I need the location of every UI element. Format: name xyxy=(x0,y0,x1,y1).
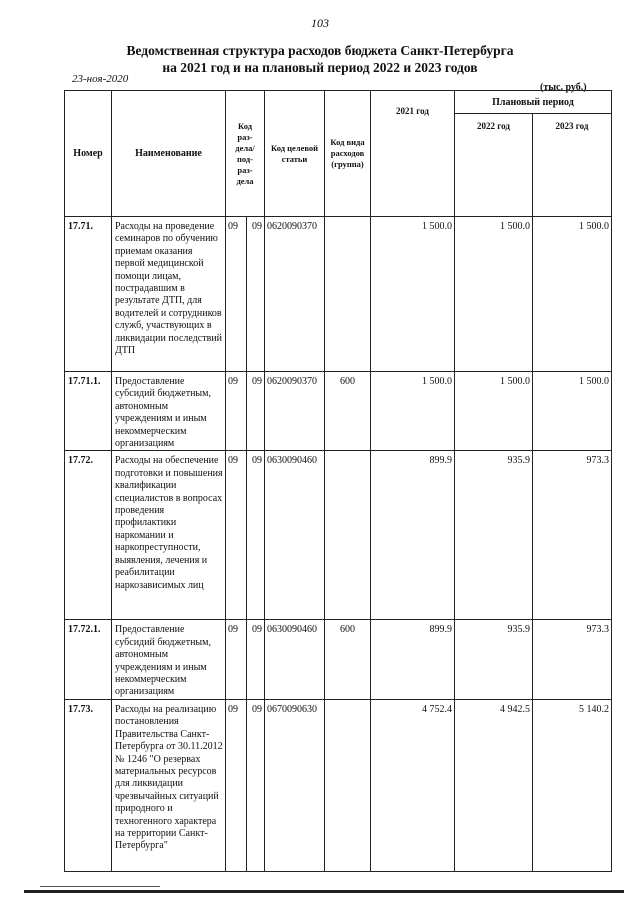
row-number: 17.71. xyxy=(65,217,112,372)
header-section-code-text: Код раз- дела/ под- раз- дела xyxy=(235,120,255,186)
row-subsection: 09 xyxy=(247,699,265,871)
row-section: 09 xyxy=(226,451,247,620)
row-name: Предоставление субсидий бюджетным, автономным учреждениям и иным некоммерческим организациям xyxy=(112,372,226,451)
header-name: Наименование xyxy=(112,91,226,217)
row-number: 17.73. xyxy=(65,699,112,871)
header-2022: 2022 год xyxy=(455,114,533,217)
row-expense-type: 600 xyxy=(325,620,371,699)
header-row-1 xyxy=(65,91,612,114)
row-target-code: 0620090370 xyxy=(265,372,325,451)
row-expense-type xyxy=(325,217,371,372)
header-planned-period: Плановый период xyxy=(455,91,612,114)
table-row xyxy=(65,217,612,372)
row-2021: 1 500.0 xyxy=(371,217,455,372)
row-expense-type xyxy=(325,699,371,871)
row-number: 17.72. xyxy=(65,451,112,620)
header-section-code xyxy=(226,91,265,217)
row-expense-type xyxy=(325,451,371,620)
row-section: 09 xyxy=(226,217,247,372)
row-2022: 1 500.0 xyxy=(455,217,533,372)
footer-scan-line xyxy=(40,886,160,887)
row-2022: 1 500.0 xyxy=(455,372,533,451)
row-2023: 5 140.2 xyxy=(533,699,612,871)
header-2023: 2023 год xyxy=(533,114,612,217)
row-2021: 899.9 xyxy=(371,451,455,620)
page-number: 103 xyxy=(311,16,329,30)
row-target-code: 0620090370 xyxy=(265,217,325,372)
table-row xyxy=(65,372,612,451)
row-name: Предоставление субсидий бюджетным, автономным учреждениям и иным некоммерческим организациям xyxy=(112,620,226,699)
budget-table xyxy=(64,90,612,872)
header-number: Номер xyxy=(65,91,112,217)
title-line-2: на 2021 год и на плановый период 2022 и 2023 годов xyxy=(162,60,478,75)
row-2022: 935.9 xyxy=(455,451,533,620)
header-target-code: Код целевой статьи xyxy=(265,91,325,217)
row-2022: 4 942.5 xyxy=(455,699,533,871)
row-2022: 935.9 xyxy=(455,620,533,699)
title-line-1: Ведомственная структура расходов бюджета Санкт-Петербурга xyxy=(126,43,514,58)
document-date: 23-ноя-2020 xyxy=(72,73,129,85)
row-target-code: 0630090460 xyxy=(265,620,325,699)
row-2023: 973.3 xyxy=(533,451,612,620)
row-expense-type: 600 xyxy=(325,372,371,451)
row-2023: 973.3 xyxy=(533,620,612,699)
row-section: 09 xyxy=(226,620,247,699)
row-2021: 4 752.4 xyxy=(371,699,455,871)
table-row xyxy=(65,699,612,871)
row-2021: 899.9 xyxy=(371,620,455,699)
row-number: 17.71.1. xyxy=(65,372,112,451)
units-label: (тыс. руб.) xyxy=(540,82,587,93)
row-target-code: 0670090630 xyxy=(265,699,325,871)
row-name: Расходы на проведение семинаров по обучению приемам оказания первой медицинской помощи лицам, пострадавшим в результате ДТП, для водителей и сотрудников служб, участвующих в ликвидации последствий ДТП xyxy=(112,217,226,372)
row-subsection: 09 xyxy=(247,217,265,372)
header-expense-type-code: Код вида расходов (группа) xyxy=(325,91,371,217)
table-row xyxy=(65,620,612,699)
row-section: 09 xyxy=(226,372,247,451)
row-name: Расходы на реализацию постановления Правительства Санкт-Петербурга от 30.11.2012 № 1246 "О резервах материальных ресурсов для ликвидации чрезвычайных ситуаций природного и техногенного характера на территории Санкт-Петербурга" xyxy=(112,699,226,871)
row-number: 17.72.1. xyxy=(65,620,112,699)
table-row xyxy=(65,451,612,620)
row-subsection: 09 xyxy=(247,620,265,699)
header-2021: 2021 год xyxy=(371,91,455,217)
row-target-code: 0630090460 xyxy=(265,451,325,620)
document-title xyxy=(0,42,640,76)
row-2023: 1 500.0 xyxy=(533,217,612,372)
footer-rule xyxy=(24,890,624,893)
row-subsection: 09 xyxy=(247,451,265,620)
row-2021: 1 500.0 xyxy=(371,372,455,451)
row-2023: 1 500.0 xyxy=(533,372,612,451)
row-section: 09 xyxy=(226,699,247,871)
row-name: Расходы на обеспечение подготовки и повышения квалификации специалистов в вопросах проведения профилактики наркомании и наркопреступности, выявления, лечения и реабилитации наркозависимых лиц xyxy=(112,451,226,620)
row-subsection: 09 xyxy=(247,372,265,451)
